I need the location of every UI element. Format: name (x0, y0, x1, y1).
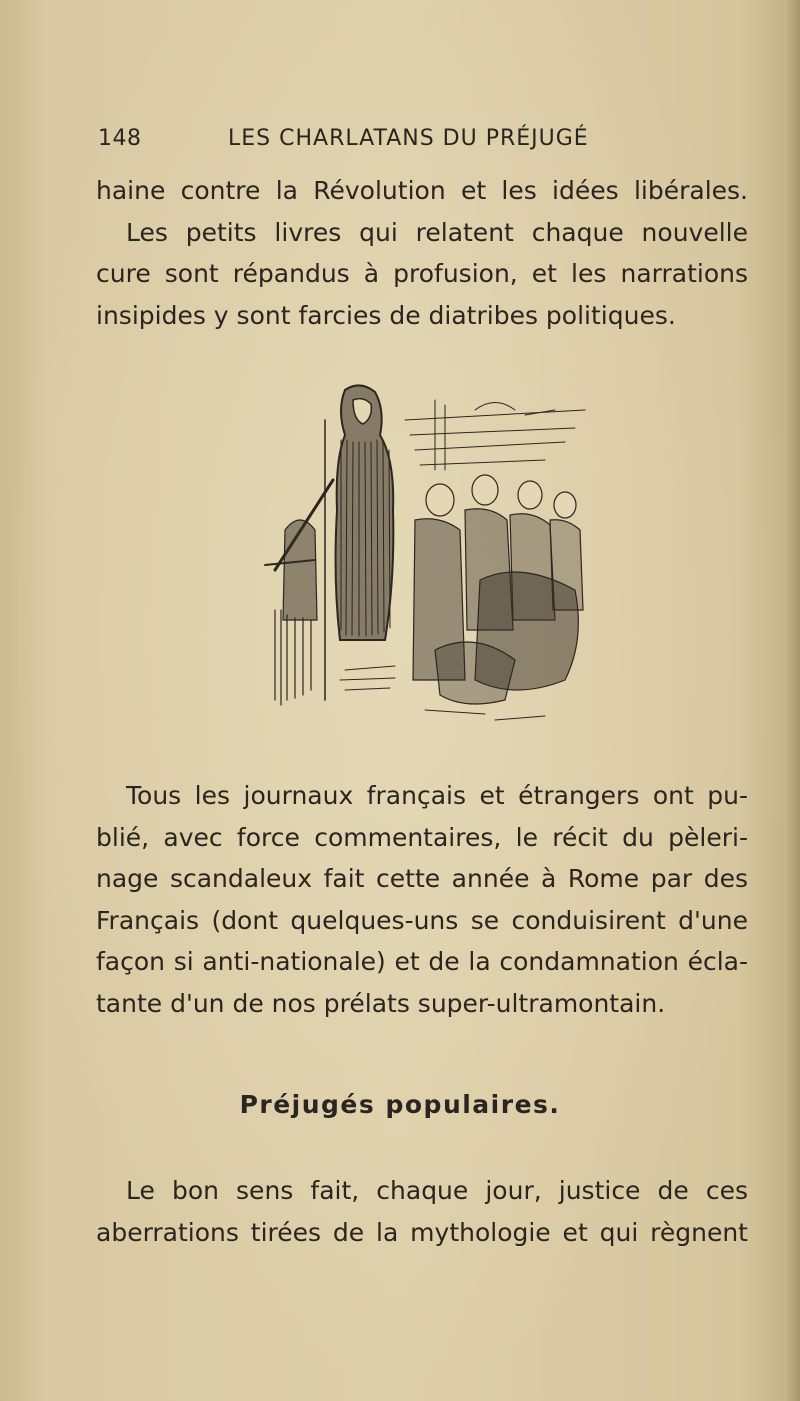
text-line: Le bon sens fait, chaque jour, justice de ces (126, 1176, 748, 1205)
section-heading: Préjugés populaires. (239, 1090, 561, 1119)
page-edge-shadow (786, 0, 800, 1401)
running-title: LES CHARLATANS DU PRÉJUGÉ (228, 126, 589, 151)
paragraph-2 (96, 775, 748, 1024)
text-line: tante d'un de nos prélats super-ultramontain. (96, 988, 666, 1018)
text-line: blié, avec force commentaires, le récit du pèleri- (96, 822, 748, 852)
text-line: Les petits livres qui relatent chaque nouvelle (126, 217, 748, 247)
paragraph-1 (96, 170, 748, 336)
text-line: aberrations tirées de la mythologie et qui règnent (96, 1217, 748, 1247)
page-number: 148 (98, 126, 142, 151)
engraving-procession-illustration (245, 380, 595, 740)
running-head (98, 126, 708, 156)
paragraph-3 (96, 1170, 748, 1253)
text-line: Français (dont quelques-uns se conduisirent d'une (96, 905, 748, 935)
text-line: haine contre la Révolution et les idées libérales. (96, 176, 748, 205)
text-line: Tous les journaux français et étrangers ont pu- (126, 781, 748, 810)
text-line: façon si anti-nationale) et de la condamnation écla- (96, 947, 748, 976)
text-line: cure sont répandus à profusion, et les narrations (96, 259, 748, 288)
text-line: nage scandaleux fait cette année à Rome par des (96, 864, 748, 893)
text-line: insipides y sont farcies de diatribes politiques. (96, 300, 676, 330)
